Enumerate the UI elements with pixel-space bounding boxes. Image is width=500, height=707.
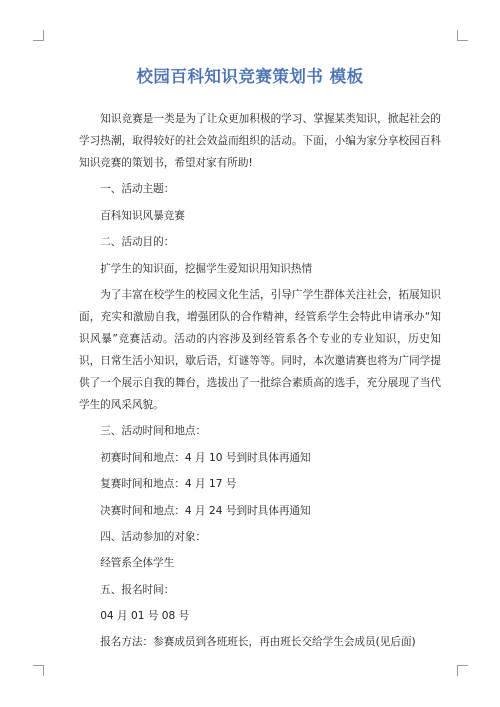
- registration-time-text: 04 月 01 号 08 号: [100, 610, 190, 623]
- purpose-text: 扩学生的知识面，挖掘学生爱知识用知识热情: [100, 262, 313, 275]
- section-heading-purpose: 二、活动目的：: [100, 236, 175, 249]
- section-heading-registration-time: 五、报名时间：: [100, 583, 175, 596]
- preliminary-round-text: 初赛时间和地点：4 月 10 号到时具体再通知: [100, 451, 311, 464]
- section-heading-theme: 一、活动主题：: [100, 183, 175, 196]
- final-round-text: 决赛时间和地点：4 月 24 号到时具体再通知: [100, 504, 311, 517]
- crop-mark-top-right: [457, 30, 468, 41]
- document-title: 校园百科知识竞赛策划书 模板: [136, 67, 364, 86]
- section-heading-participants: 四、活动参加的对象：: [100, 530, 207, 543]
- intro-paragraph: 知识竞赛是一类是为了让众更加积极的学习、掌握某类知识，掀起社会的学习热潮，取得较好的社会效益而组织的活动。下面，小编为家分享校园百科知识竞赛的策划书，希望对家有所助!: [79, 113, 441, 169]
- semifinal-round-text: 复赛时间和地点：4 月 17 号: [100, 478, 237, 491]
- crop-mark-bottom-left: [33, 665, 44, 676]
- registration-method-text: 报名方法：参赛成员到各班班长，再由班长交给学生会成员(见后面): [100, 636, 416, 649]
- crop-mark-bottom-right: [457, 665, 468, 676]
- document-body: [79, 108, 441, 658]
- participants-text: 经管系全体学生: [100, 557, 175, 570]
- section-heading-time-place: 三、活动时间和地点：: [100, 425, 207, 438]
- purpose-detail-paragraph: 为了丰富在校学生的校园文化生活，引导广学生群体关注社会，拓展知识面，充实和激励自我，增强团队的合作精神，经管系学生会特此申请承办“知识风暴”竞赛活动。活动的内容涉及到经管系各个专业的专业知识，历史知识，日常生活小知识，歇后语，灯谜等等。同时，本次邀请赛也将为广同学提供了一个展示自我的舞台，选拔出了一批综合素质高的选手，充分展现了当代学生的风采风貌。: [79, 288, 441, 411]
- theme-text: 百科知识风暴竞赛: [100, 209, 185, 222]
- crop-mark-top-left: [33, 30, 44, 41]
